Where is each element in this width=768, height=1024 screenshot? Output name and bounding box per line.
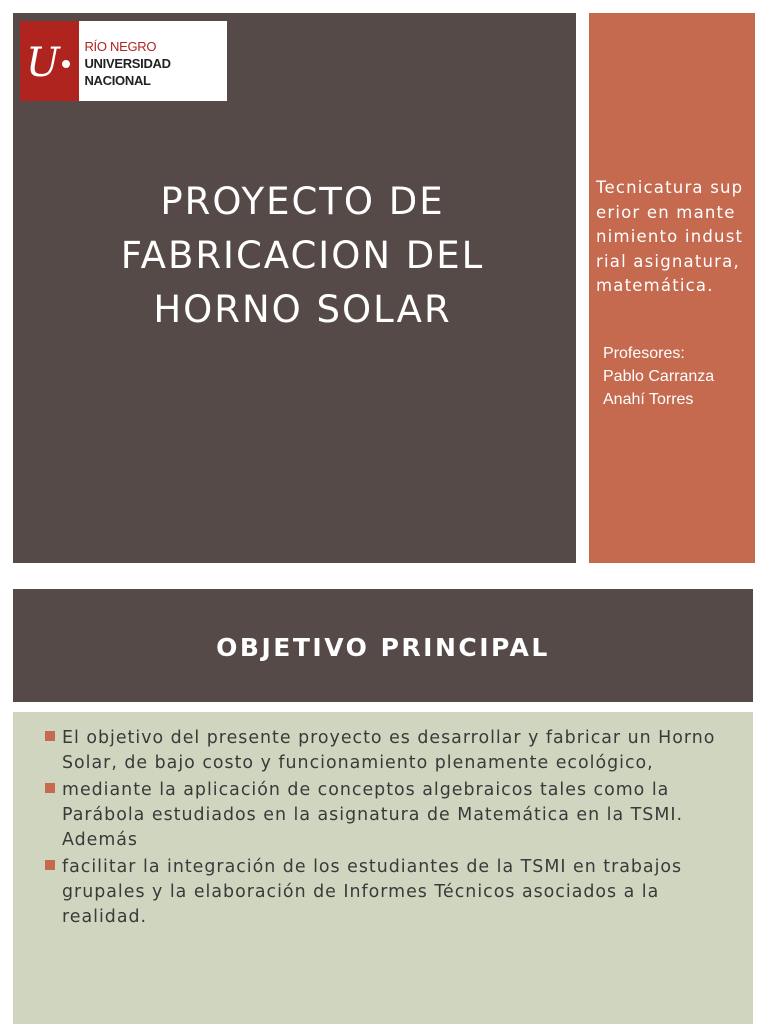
list-item [45,778,735,853]
course-subtitle: Tecnicatura superior en mantenimiento industrial asignatura, matemática. [596,178,744,295]
title-line-3: HORNO SOLAR [153,288,452,331]
bullet-text: facilitar la integración de los estudiantes de la TSMI en trabajos grupales y la elaboración de Informes Técnicos asociados a la realidad. [62,857,683,927]
professors-heading: Profesores: [603,345,685,362]
square-bullet-icon [45,783,55,793]
logo-line-universidad: UNIVERSIDAD NACIONAL [84,56,171,88]
professors-block [603,342,751,411]
presentation-title [30,175,575,337]
objective-bullet-list [45,726,735,932]
title-line-2: FABRICACION DEL [120,234,485,277]
list-item [45,855,735,930]
square-bullet-icon [45,731,55,741]
objective-slide-title: OBJETIVO PRINCIPAL [216,633,550,662]
title-line-1: PROYECTO DE [160,180,445,223]
professor-name: Anahí Torres [603,391,694,408]
university-logo-text [79,21,227,101]
list-item [45,726,735,776]
u-dot-logo-icon [22,36,78,86]
professor-name: Pablo Carranza [603,368,715,385]
logo-line-rio-negro: RÍO NEGRO [84,39,157,54]
university-logo [20,21,227,101]
square-bullet-icon [45,860,55,870]
bullet-text: mediante la aplicación de conceptos algebraicos tales como la Parábola estudiados en la asignatura de Matemática en la TSMI. Además [62,780,683,850]
university-logo-mark [20,21,79,101]
bullet-text: El objetivo del presente proyecto es desarrollar y fabricar un Horno Solar, de bajo costo y funcionamiento plenamente ecológico, [62,728,716,773]
svg-text:U: U [25,40,60,86]
